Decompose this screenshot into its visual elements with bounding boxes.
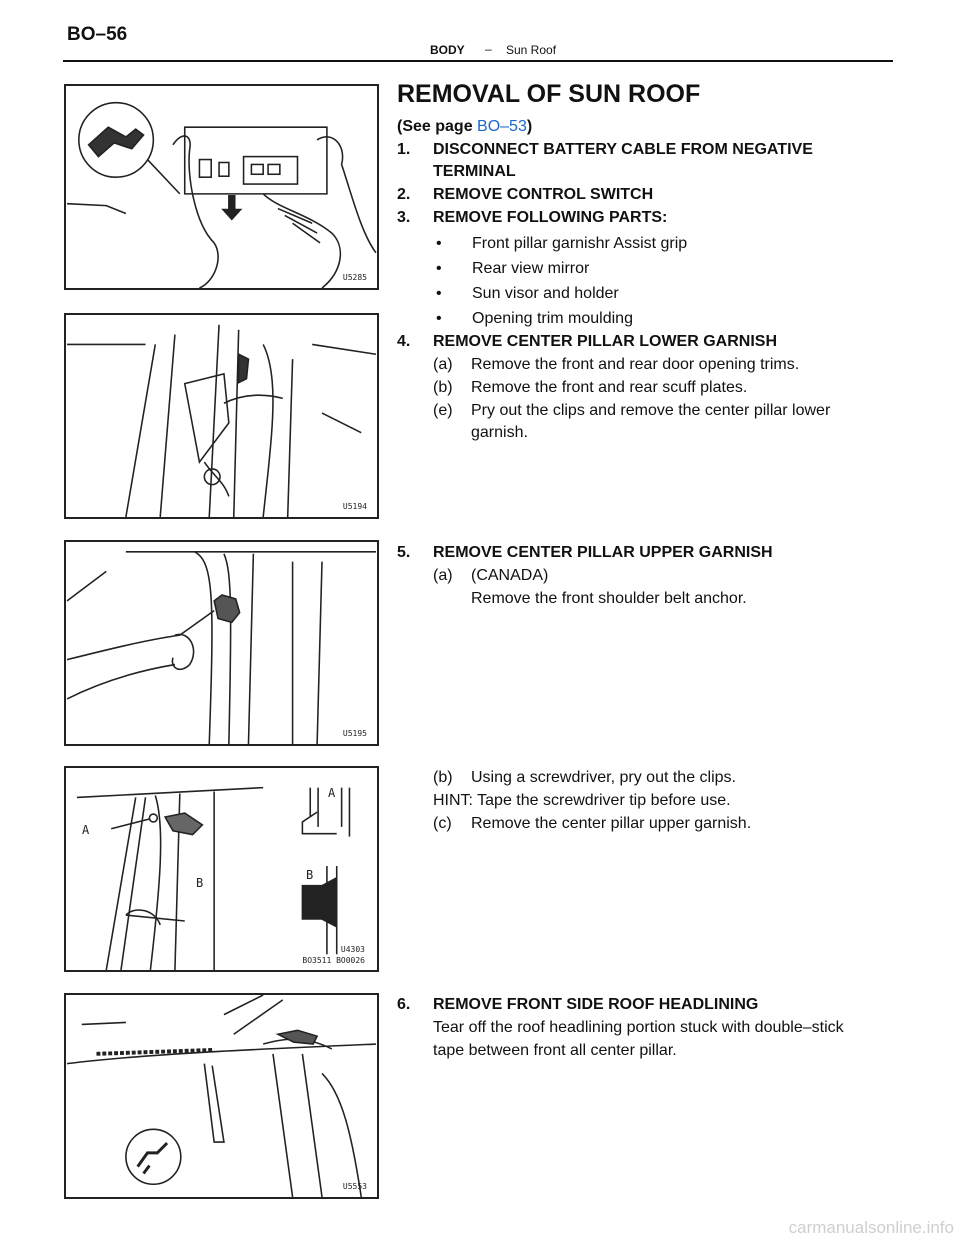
- figure-control-switch-drawing: [66, 86, 377, 288]
- bullet-item: • Opening trim moulding: [436, 310, 633, 327]
- figure-code: U4303: [340, 945, 365, 954]
- step-text: REMOVE FRONT SIDE ROOF HEADLINING: [433, 996, 759, 1013]
- step-1-cont: TERMINAL: [433, 163, 516, 180]
- step-number: 5.: [397, 544, 411, 561]
- step-text: DISCONNECT BATTERY CABLE FROM NEGATIVE: [433, 141, 813, 158]
- see-page-suffix: ): [526, 118, 533, 135]
- step-text: REMOVE CENTER PILLAR UPPER GARNISH: [433, 544, 773, 561]
- figure-code-secondary: BO3511 BO0026: [302, 956, 365, 965]
- see-page-reference: [397, 117, 532, 137]
- figure-center-pillar-lower-drawing: [66, 315, 377, 517]
- header-subsection: Sun Roof: [506, 43, 557, 57]
- header-separator: –: [485, 42, 492, 56]
- detail-a-label: A: [328, 786, 336, 800]
- step-number: 4.: [397, 333, 411, 350]
- step-5: [397, 543, 773, 563]
- substep-4e-cont: garnish.: [471, 424, 528, 441]
- substep-4b: (b) Remove the front and rear scuff plates.: [433, 379, 748, 396]
- substep-4e: (e) Pry out the clips and remove the center pillar lower: [433, 402, 831, 419]
- step-2: [397, 185, 653, 205]
- figure-code: U5194: [342, 502, 367, 511]
- bullet-item: • Front pillar garnishr Assist grip: [436, 235, 688, 252]
- clip-a-label: A: [82, 823, 90, 837]
- figure-code: U5195: [342, 729, 367, 738]
- figure-roof-headlining: [64, 993, 379, 1199]
- bullet-item: • Sun visor and holder: [436, 285, 619, 302]
- substep-5b: (b) Using a screwdriver, pry out the clips.: [433, 769, 736, 786]
- detail-b-label: B: [306, 868, 314, 882]
- page-number: BO–56: [67, 24, 128, 45]
- hint-text: HINT: Tape the screwdriver tip before use.: [433, 792, 731, 809]
- substep-5c: (c) Remove the center pillar upper garnish.: [433, 815, 752, 832]
- step-text: REMOVE CONTROL SWITCH: [433, 186, 654, 203]
- bullet-icon: •: [436, 260, 442, 277]
- substep-5a: (a) (CANADA): [433, 567, 549, 584]
- figure-code: U5285: [342, 273, 367, 282]
- step-number: 3.: [397, 209, 411, 226]
- step-1: [397, 140, 813, 160]
- header-rule: [63, 60, 893, 62]
- bullet-icon: •: [436, 310, 442, 327]
- step-number: 2.: [397, 186, 411, 203]
- figure-belt-anchor: [64, 540, 379, 746]
- page-title: REMOVAL OF SUN ROOF: [397, 80, 701, 108]
- clip-b-label: B: [196, 876, 204, 890]
- substep-4a: (a) Remove the front and rear door opening trims.: [433, 356, 800, 373]
- substep-5a-cont: Remove the front shoulder belt anchor.: [471, 590, 747, 607]
- step-text: REMOVE CENTER PILLAR LOWER GARNISH: [433, 333, 778, 350]
- see-page-link[interactable]: BO–53: [477, 118, 527, 135]
- figure-roof-headlining-drawing: [66, 995, 377, 1197]
- bullet-item: • Rear view mirror: [436, 260, 590, 277]
- step-3: [397, 208, 667, 228]
- figure-control-switch: [64, 84, 379, 290]
- step-number: 1.: [397, 141, 411, 158]
- figure-belt-anchor-drawing: [66, 542, 377, 744]
- figure-code: U5553: [342, 1182, 367, 1191]
- figure-center-pillar-lower: [64, 313, 379, 519]
- see-page-prefix: (See page: [397, 118, 478, 135]
- watermark: carmanualsonline.info: [788, 1218, 954, 1237]
- step-6: [397, 995, 758, 1015]
- step-6-body-line2: tape between front all center pillar.: [433, 1042, 677, 1059]
- step-4: [397, 332, 777, 352]
- figure-clips: [64, 766, 379, 972]
- bullet-icon: •: [436, 235, 442, 252]
- header-section: BODY: [430, 43, 465, 57]
- step-number: 6.: [397, 996, 411, 1013]
- step-6-body-line1: Tear off the roof headlining portion stuck with double–stick: [433, 1019, 844, 1036]
- bullet-icon: •: [436, 285, 442, 302]
- step-text: REMOVE FOLLOWING PARTS:: [433, 209, 668, 226]
